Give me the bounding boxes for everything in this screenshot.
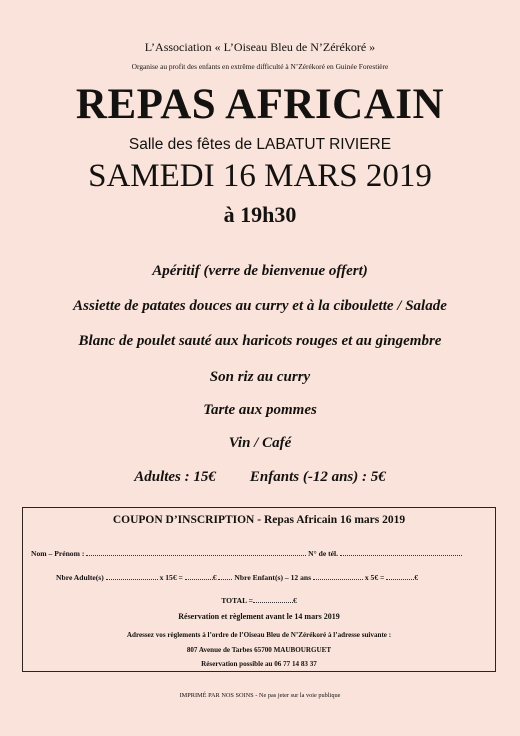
coupon-title: COUPON D’INSCRIPTION - Repas Africain 16 mars 2019	[112, 514, 406, 526]
count-row: Nbre Adulte(s) x 15€ = € Nbre Enfant(s) – 12 ans x 5€ = €	[56, 573, 419, 582]
event-time: à 19h30	[223, 202, 297, 227]
registration-coupon	[22, 507, 496, 672]
name-label: Nom – Prénom :	[31, 549, 85, 558]
phone-field[interactable]	[340, 548, 462, 556]
event-date: SAMEDI 16 MARS 2019	[88, 158, 432, 194]
name-phone-row	[31, 548, 462, 558]
adults-total-field[interactable]	[185, 572, 213, 580]
event-title: REPAS AFRICAIN	[75, 81, 445, 128]
total-row: TOTAL = €	[221, 596, 297, 605]
reservation-phone: Réservation possible au 06 77 14 83 37	[201, 660, 317, 668]
children-total-field[interactable]	[386, 572, 414, 580]
children-label: Nbre Enfant(s) – 12 ans	[234, 573, 312, 582]
price-line	[0, 469, 520, 486]
menu-item-aperitif: Apéritif (verre de bienvenue offert)	[152, 263, 368, 279]
name-field[interactable]	[86, 548, 306, 556]
adults-price: x 15€ =	[159, 573, 183, 582]
menu-item-starter: Assiette de patates douces au curry et à la ciboulette / Salade	[73, 298, 447, 314]
association-subtitle: Organise au profit des enfants en extrême difficulté à N’Zérékoré en Guinée Forestière	[131, 62, 389, 71]
postal-address: 807 Avenue de Tarbes 65700 MAUBOURGUET	[186, 646, 332, 654]
phone-label: N° de tél.	[308, 549, 338, 558]
price-adults: Adultes : 15€	[134, 469, 216, 485]
price-children: Enfants (-12 ans) : 5€	[249, 469, 386, 485]
association-name: L’Association « L’Oiseau Bleu de N’Zérékoré »	[144, 40, 376, 54]
total-field[interactable]	[253, 595, 293, 603]
menu-item-side: Son riz au curry	[209, 369, 311, 385]
adults-label: Nbre Adulte(s)	[56, 573, 104, 582]
event-venue: Salle des fêtes de LABATUT RIVIERE	[128, 136, 392, 153]
menu-item-main: Blanc de poulet sauté aux haricots rouges et au gingembre	[78, 333, 442, 349]
footer-note: IMPRIMÉ PAR NOS SOINS - Ne pas jeter sur la voie publique	[179, 692, 341, 699]
adults-count-field[interactable]	[106, 572, 158, 580]
menu-item-dessert: Tarte aux pommes	[203, 402, 317, 418]
payment-info: Adressez vos règlements à l’ordre de l’Oiseau Bleu de N’Zérékoré à l’adresse suivante :	[126, 631, 392, 639]
menu-item-drinks: Vin / Café	[228, 435, 292, 451]
children-price: x 5€ =	[364, 573, 385, 582]
reservation-deadline: Réservation et règlement avant le 14 mars 2019	[178, 612, 340, 621]
total-label: TOTAL =	[221, 596, 253, 605]
children-count-field[interactable]	[313, 572, 363, 580]
